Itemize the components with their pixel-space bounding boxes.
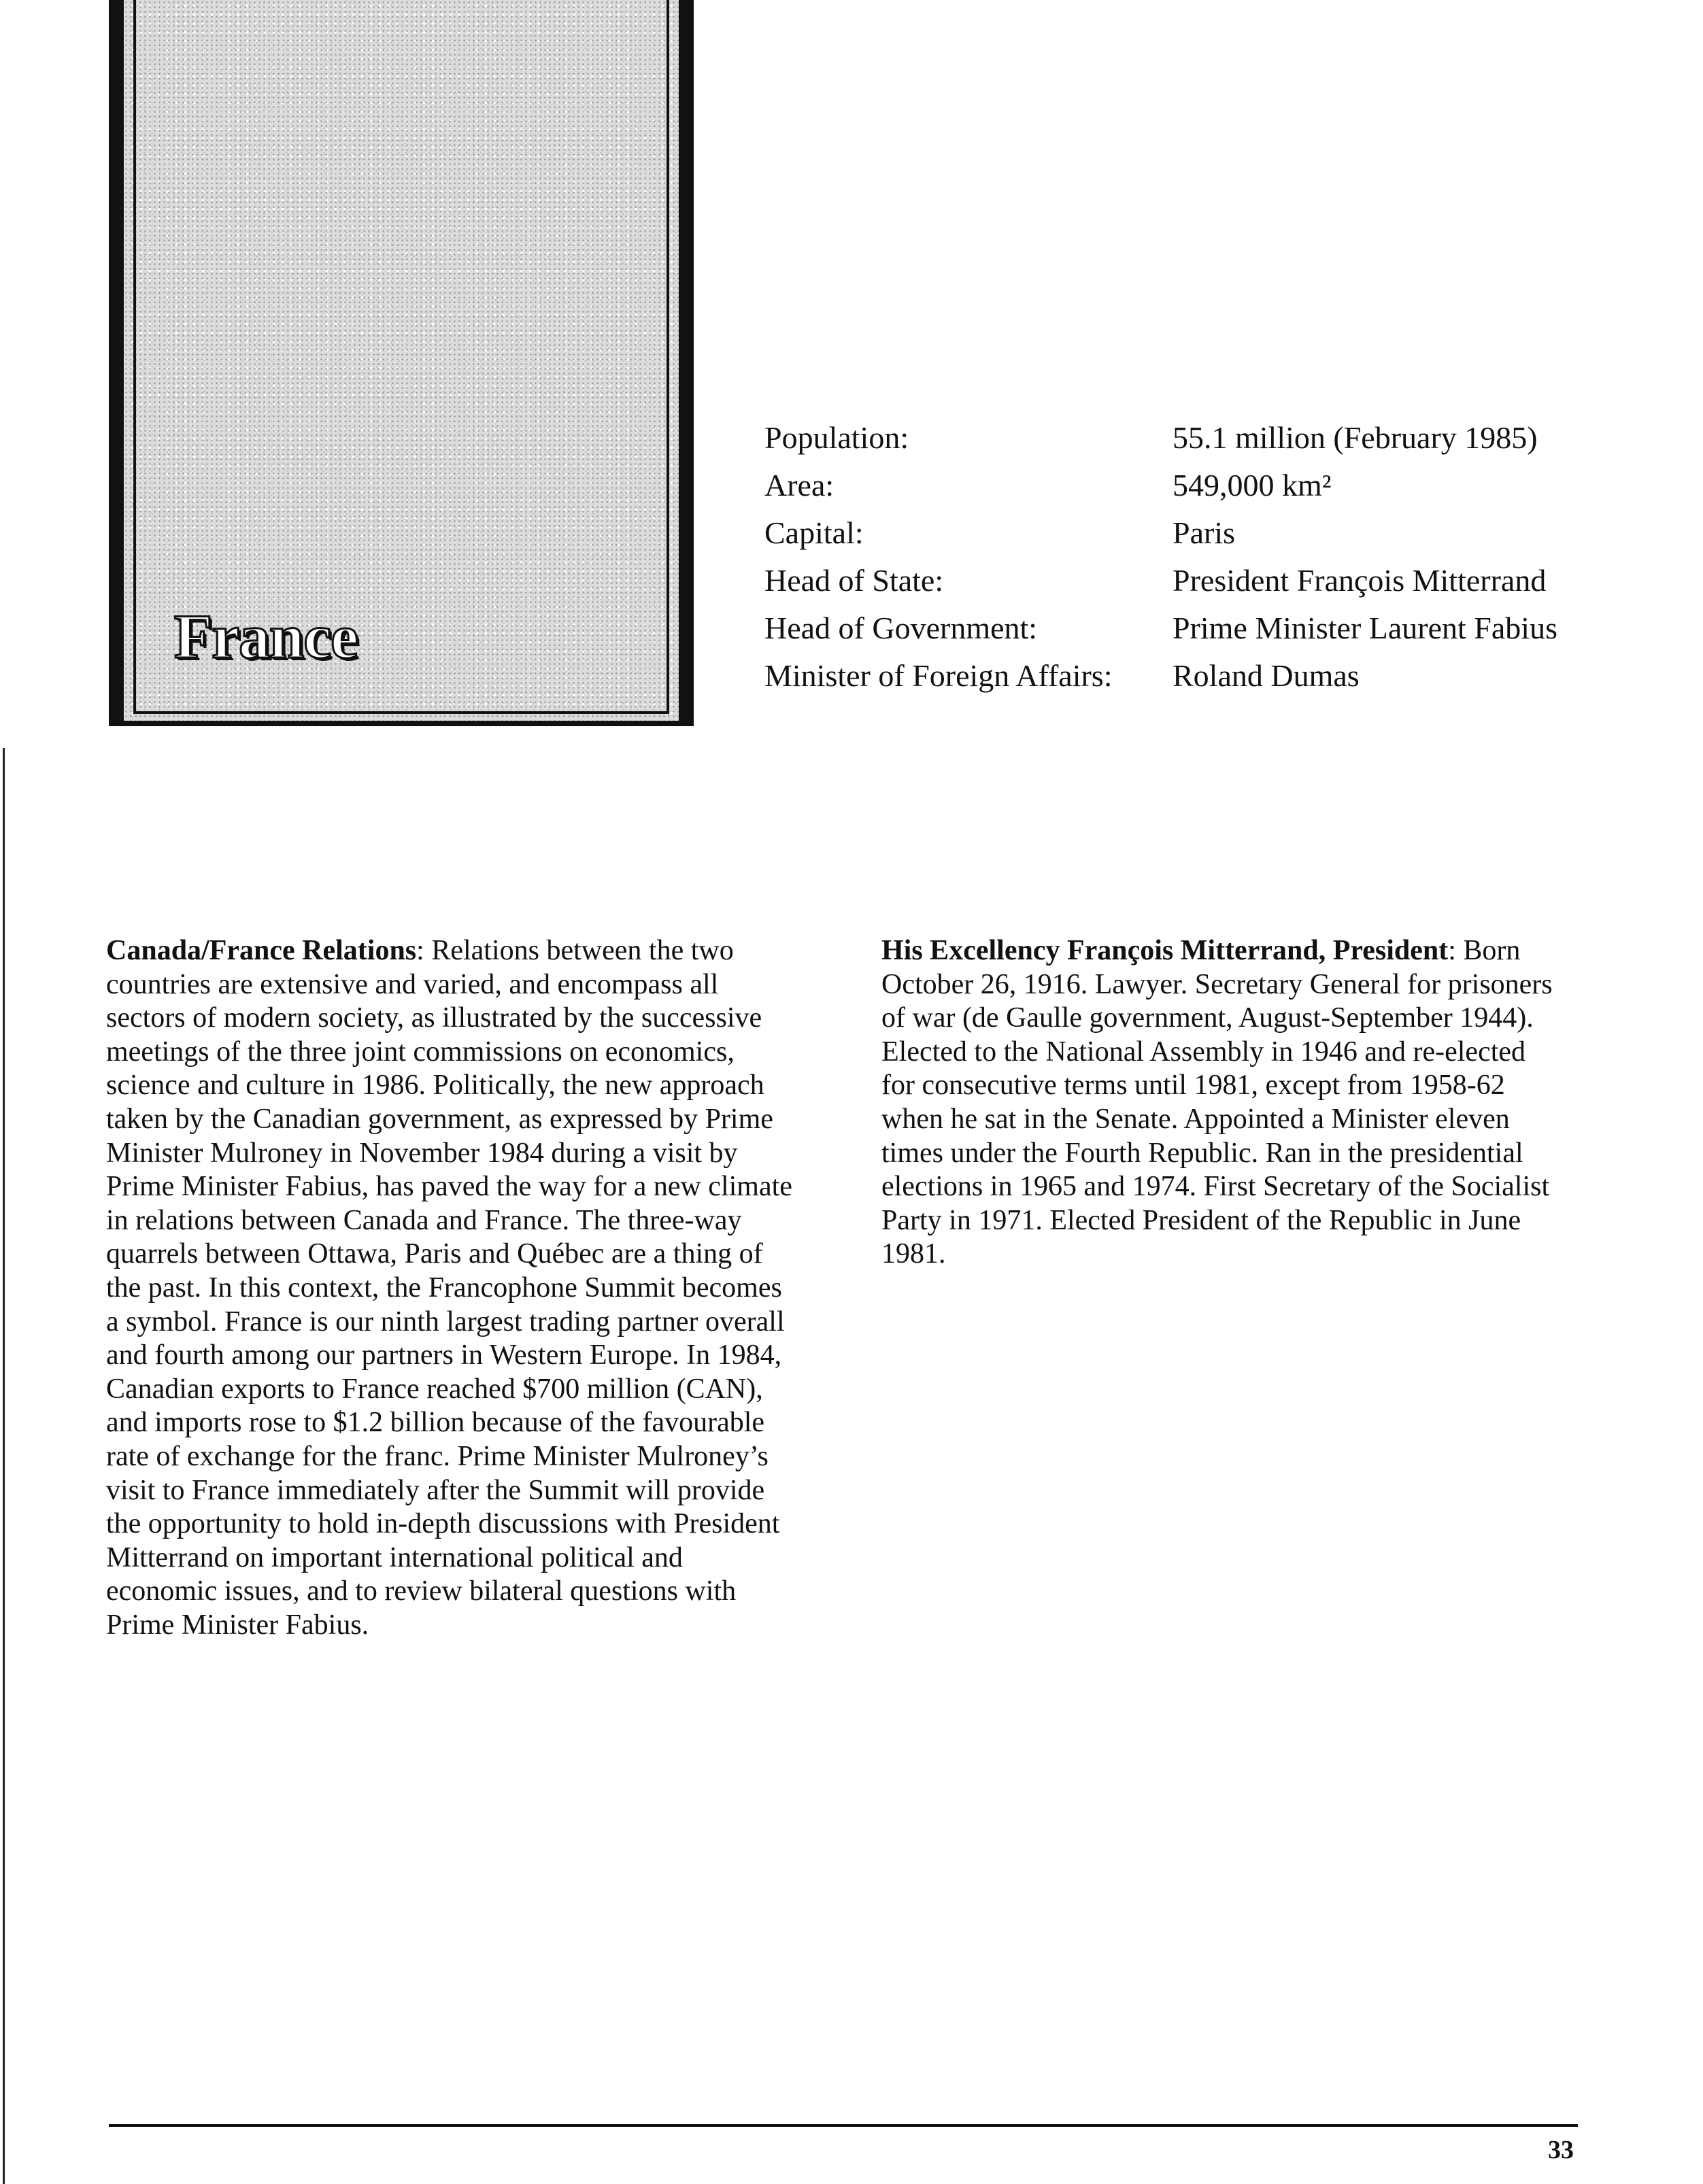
fact-label: Minister of Foreign Affairs: [764,658,1113,693]
fact-row-head-of-government [764,611,1621,646]
fact-value: President François Mitterrand [1173,563,1547,598]
fact-label: Head of Government: [764,611,1038,645]
relations-body: : Relations between the two countries are extensive and varied, and encompass all sectors of modern society, as illustrated by the successive meetings of the three joint commissions on economics, science and culture in 1986. Politically, the new approach taken by the Canadian government, as expressed by Prime Minister Mulroney in November 1984 during a visit by Prime Minister Fabius, has paved the way for a new climate in relations between Canada and France. The three-way quarrels between Ottawa, Paris and Québec are a thing of the past. In this context, the Francophone Summit becomes a symbol. France is our ninth largest trading partner overall and fourth among our partners in Western Europe. In 1984, Canadian exports to France reached $700 million (CAN), and imports rose to $1.2 billion because of the favourable rate of exchange for the franc. Prime Minister Mulroney’s visit to France immediately after the Summit will provide the opportunity to hold in-depth discussions with President Mitterrand on important international political and economic issues, and to review bilateral questions with Prime Minister Fabius. [106,935,792,1641]
title-panel [109,0,694,726]
fact-row-foreign-minister [764,658,1621,694]
fact-value: Roland Dumas [1173,658,1360,693]
facts-table [764,420,1621,706]
fact-row-capital [764,515,1621,551]
fact-label: Area: [764,468,834,502]
fact-value: Prime Minister Laurent Fabius [1173,611,1557,645]
fact-value: Paris [1173,515,1235,550]
binding-edge [3,748,5,2184]
country-title: France [174,602,358,671]
fact-label: Capital: [764,515,864,550]
footer-rule [109,2124,1578,2127]
biography-section [881,934,1562,1272]
biography-heading: His Excellency François Mitterrand, President [881,935,1449,966]
biography-body: : Born October 26, 1916. Lawyer. Secretary General for prisoners of war (de Gaulle government, August-September 1944). Elected to the National Assembly in 1946 and re-elected for consecutive terms until 1981, except from 1958-62 when he sat in the Senate. Appointed a Minister eleven times under the Fourth Republic. Ran in the presidential elections in 1965 and 1974. First Secretary of the Socialist Party in 1971. Elected President of the Republic in June 1981. [881,935,1553,1270]
fact-value: 549,000 km² [1173,468,1332,502]
fact-row-area [764,468,1621,503]
fact-row-population [764,420,1621,456]
relations-heading: Canada/France Relations [106,935,417,966]
fact-row-head-of-state [764,563,1621,598]
page-number: 33 [1548,2136,1574,2164]
fact-label: Head of State: [764,563,944,598]
relations-section [106,934,797,1642]
fact-label: Population: [764,420,909,455]
fact-value: 55.1 million (February 1985) [1173,420,1538,455]
